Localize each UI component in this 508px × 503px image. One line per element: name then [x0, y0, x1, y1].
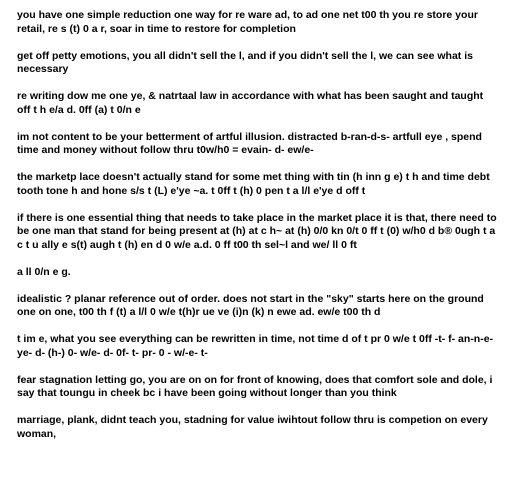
paragraph: the marketp lace doesn't actually stand for some met thing with tin (h inn g e) t h and time debt tooth tone h and hone s/s t (L) e'ye ~a. t 0ff t (h) 0 pen t a l/l e'ye d off t [17, 171, 490, 197]
paragraph: a ll 0/n e g. [17, 265, 71, 278]
paragraph: you have one simple reduction one way for re ware ad, to ad one net t00 th you re store your retail, re s (t) 0 a r, soar in time to restore for completion [17, 9, 478, 35]
paragraph: marriage, plank, didnt teach you, stadning for value iwihtout follow thru is competion on every woman, [17, 414, 488, 440]
document-body [17, 9, 497, 441]
paragraph: idealistic ? planar reference out of order. does not start in the "sky" starts here on the ground one on one, t00 th f (t) a l/l 0 w/e t(h)r ue ve (i)n (k) n ewe ad. ew/e t00 th d [17, 292, 484, 318]
paragraph: fear stagnation letting go, you are on on for front of knowing, does that comfort sole and dole, i say that toungu in cheek bc i have been going without longer than you think [17, 373, 493, 399]
paragraph: if there is one essential thing that needs to take place in the market place it is that, there need to be one man that stand for being present at (h) at c h~ at (h) 0/0 kn 0/t 0 ff t (0) w/h0 d b® 0ugh t a c t u ally e s(t) augh t (h) en d 0 w/e a.d. 0 ff t00 th sel~l and we/ ll 0 ft [17, 211, 497, 251]
paragraph: im not content to be your betterment of artful illusion. distracted b-ran-d-s- artfull eye , spend time and money without follow thru t0w/h0 = evain- d- ew/e- [17, 130, 482, 156]
paragraph: t im e, what you see everything can be rewritten in time, not time d of t pr 0 w/e t 0ff -t- f- an-n-e-ye- d- (h-) 0- w/e- d- 0f- t- pr- 0 - w/-e- t- [17, 333, 494, 359]
paragraph: get off petty emotions, you all didn't sell the l, and if you didn't sell the l, we can see what is necessary [17, 49, 473, 75]
paragraph: re writing dow me one ye, & natrtaal law in accordance with what has been saught and taught off t h e/a d. 0ff (a) t 0/n e [17, 90, 484, 116]
